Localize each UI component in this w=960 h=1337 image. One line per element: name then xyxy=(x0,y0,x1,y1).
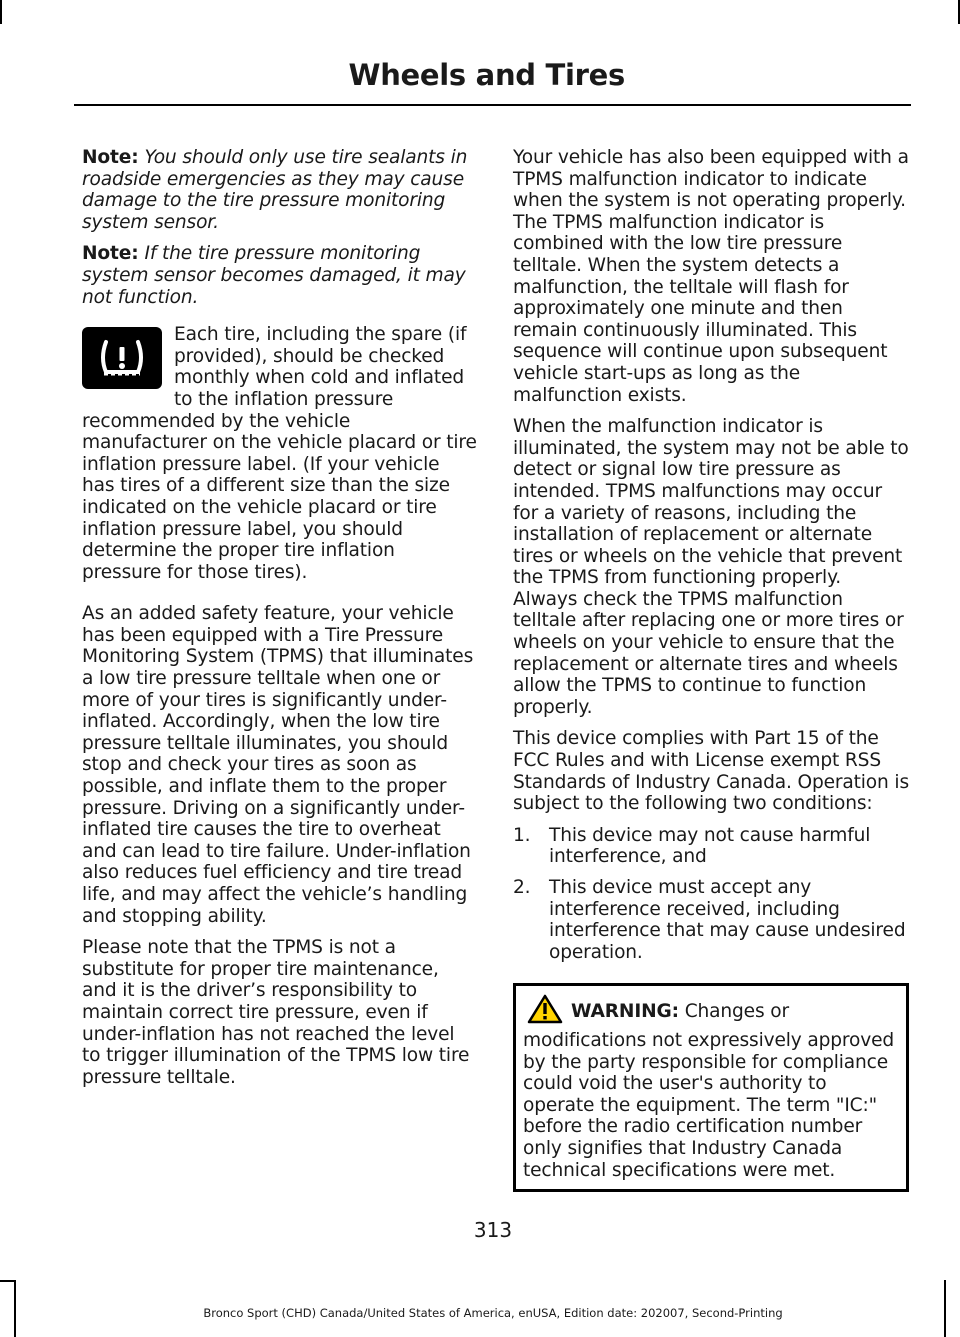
list-item xyxy=(513,877,909,963)
page-number: 313 xyxy=(473,1218,513,1242)
paragraph-tpms-not-substitute: Please note that the TPMS is not a substitute for proper tire maintenance, and it is the driver’s responsibility to maintain correct tire pressure, even if under-inflation has not reached the level to trigger illumination of the TPMS low tire pressure telltale. xyxy=(82,937,470,1088)
note-label: Note: xyxy=(82,243,139,265)
paragraph-fcc-compliance: This device complies with Part 15 of the FCC Rules and with License exempt RSS Standards of Industry Canada. Operation is subject to the following two conditions: xyxy=(513,728,909,815)
crop-mark xyxy=(0,1280,14,1282)
paragraph-malfunction-indicator: Your vehicle has also been equipped with a TPMS malfunction indicator to indicate when the system is not operating properly. The TPMS malfunction indicator is combined with the low tire pressure telltale. When the system detects a malfunction, the telltale will flash for approximately one minute and then remain continuously illuminated. This sequence will continue upon subsequent vehicle start-ups as long as the malfunction exists. xyxy=(513,147,909,406)
header-rule xyxy=(74,104,911,106)
page-header-title: Wheels and Tires xyxy=(348,58,625,92)
tpms-low-tire-pressure-icon xyxy=(82,327,162,389)
note-label: Note: xyxy=(82,147,139,168)
list-text: This device must accept any interference received, including interference that may cause undesired operation. xyxy=(549,877,906,963)
warning-triangle-icon xyxy=(527,994,563,1030)
list-number: 2. xyxy=(513,877,531,898)
left-column xyxy=(82,147,477,1098)
paragraph-tire-check: Each tire, including the spare (if provided), should be checked monthly when cold and inflated to the inflation pressure recommended by the vehicle manufacturer on the vehicle placard or tire inflation pressure label. (If your vehicle has tires of a different size than the size indicated on the vehicle placard or tire inflation pressure label, you should determine the proper tire inflation pressure for those tires). xyxy=(82,324,477,583)
note-sealants xyxy=(82,147,477,233)
warning-text: Changes or modifications not expressively approved by the party responsible for compliance could void the user's authority to operate the equipment. The term "IC:" before the radio certification number only signifies that Industry Canada technical specifications were met. xyxy=(523,1001,895,1181)
note-sensor-damage xyxy=(82,243,477,308)
paragraph-tpms-safety: As an added safety feature, your vehicle has been equipped with a Tire Pressure Monitoring System (TPMS) that illuminates a low tire pressure telltale when one or more of your tires is significantly under-inflated. Accordingly, when the low tire pressure telltale illuminates, you should stop and check your tires as soon as possible, and inflate them to the proper pressure. Driving on a significantly under-inflated tire causes the tire to overheat and can lead to tire failure. Under-inflation also reduces fuel efficiency and tire tread life, and may affect the vehicle’s handling and stopping ability. xyxy=(82,603,474,927)
right-column xyxy=(513,147,909,1192)
note-text: If the tire pressure monitoring system sensor becomes damaged, it may not function. xyxy=(82,243,466,308)
note-text: You should only use tire sealants in roadside emergencies as they may cause damage to the tire pressure monitoring system sensor. xyxy=(82,147,468,233)
conditions-list xyxy=(513,825,909,964)
crop-mark xyxy=(0,0,2,24)
list-number: 1. xyxy=(513,824,531,846)
warning-box xyxy=(513,983,909,1192)
list-item xyxy=(513,825,909,868)
warning-label: WARNING: xyxy=(571,1001,679,1023)
page-footer: Bronco Sport (CHD) Canada/United States of America, enUSA, Edition date: 202007, Second-Printing xyxy=(203,1306,783,1320)
list-text: This device may not cause harmful interference, and xyxy=(549,824,871,868)
paragraph-malfunction-illuminated: When the malfunction indicator is illuminated, the system may not be able to detect or signal low tire pressure as intended. TPMS malfunctions may occur for a variety of reasons, including the installation of replacement or alternate tires or wheels on the vehicle that prevent the TPMS from functioning properly. Always check the TPMS malfunction telltale after replacing one or more tires or wheels on your vehicle to ensure that the replacement or alternate tires and wheels allow the TPMS to continue to function properly. xyxy=(513,416,909,718)
